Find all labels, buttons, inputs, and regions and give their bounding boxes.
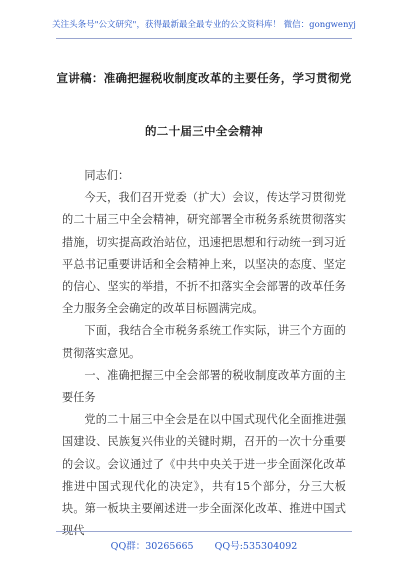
salutation: 同志们： [84,169,130,182]
footer-qq-group: QQ群：30265665 [110,541,194,552]
body-paragraph: 党的二十届三中全会是在以中国式现代化全面推进强国建设、民族复兴伟业的关键时期，召开的一次十分重要的会议。会议通过了《中共中央关于进一步全面深化改革推进中国式现代化的决定》，共有15个部分，分三大板块。第一板块主要阐述进一步全面深化改革、推进中国式现代 [62,413,346,538]
header-promo-note: 关注头条号"公文研究"，获得最新最全最专业的公文资料库！ 微信：gongwenyj [52,20,356,30]
document-title-line-2: 的二十届三中全会精神 [145,124,263,138]
footer-divider [56,531,352,532]
header-divider [56,38,352,39]
document-title-line-1: 宣讲稿：准确把握税收制度改革的主要任务，学习贯彻党 [56,71,352,85]
body-paragraph: 下面，我结合全市税务系统工作实际，讲三个方面的贯彻落实意见。 [62,324,346,360]
section-heading: 一、准确把握三中全会部署的税收制度改革方面的主要任务 [62,368,346,405]
body-paragraph: 今天，我们召开党委（扩大）会议，传达学习贯彻党的二十届三中全会精神，研究部署全市税务系统贯彻落实措施，切实提高政治站位，迅速把思想和行动统一到习近平总书记重要讲话和全会精神上来，以坚决的态度、坚定的信心、坚实的举措，不折不扣落实全会部署的改革任务全力服务全会确定的改革目标圆满完成。 [62,191,346,316]
footer-contact [0,538,408,552]
document-body [62,165,346,542]
footer-qq-number: QQ号:535304092 [214,541,298,552]
